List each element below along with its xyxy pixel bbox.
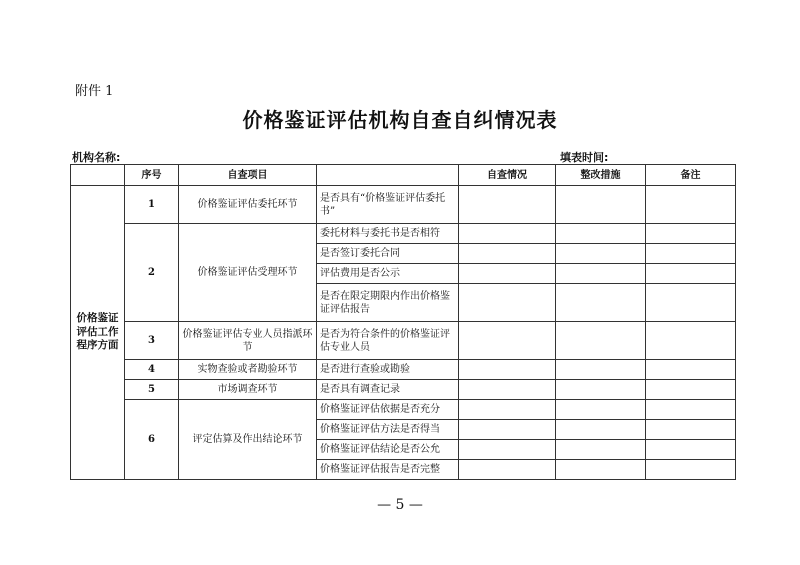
content-cell: 是否在限定期限内作出价格鉴证评估报告 (317, 284, 459, 322)
remarks-cell[interactable] (646, 186, 736, 224)
org-name-label: 机构名称: (72, 151, 121, 164)
status-cell[interactable] (459, 224, 556, 244)
remarks-cell[interactable] (646, 460, 736, 480)
header-rectification: 整改措施 (556, 165, 646, 186)
item-cell: 价格鉴证评估委托环节 (179, 186, 317, 224)
fill-time-label: 填表时间: (560, 151, 609, 164)
rectification-cell[interactable] (556, 380, 646, 400)
rectification-cell[interactable] (556, 420, 646, 440)
content-cell: 是否具有调查记录 (317, 380, 459, 400)
status-cell[interactable] (459, 264, 556, 284)
content-cell: 评估费用是否公示 (317, 264, 459, 284)
header-blank (71, 165, 125, 186)
rectification-cell[interactable] (556, 244, 646, 264)
remarks-cell[interactable] (646, 380, 736, 400)
status-cell[interactable] (459, 380, 556, 400)
remarks-cell[interactable] (646, 420, 736, 440)
content-cell: 是否具有“价格鉴证评估委托书” (317, 186, 459, 224)
seq-cell: 4 (125, 360, 179, 380)
page-title: 价格鉴证评估机构自查自纠情况表 (242, 108, 558, 132)
remarks-cell[interactable] (646, 360, 736, 380)
remarks-cell[interactable] (646, 224, 736, 244)
remarks-cell[interactable] (646, 400, 736, 420)
item-cell: 价格鉴证评估专业人员指派环节 (179, 322, 317, 360)
table-row (71, 380, 736, 400)
page-number: — 5 — (377, 497, 423, 513)
content-cell: 委托材料与委托书是否相符 (317, 224, 459, 244)
rectification-cell[interactable] (556, 322, 646, 360)
status-cell[interactable] (459, 440, 556, 460)
content-cell: 是否进行查验或勘验 (317, 360, 459, 380)
status-cell[interactable] (459, 360, 556, 380)
table-row (71, 186, 736, 224)
rectification-cell[interactable] (556, 264, 646, 284)
item-cell: 评定估算及作出结论环节 (179, 400, 317, 480)
status-cell[interactable] (459, 460, 556, 480)
table-row (71, 322, 736, 360)
remarks-cell[interactable] (646, 244, 736, 264)
content-cell: 价格鉴证评估方法是否得当 (317, 420, 459, 440)
content-cell: 是否为符合条件的价格鉴证评估专业人员 (317, 322, 459, 360)
item-cell: 实物查验或者勘验环节 (179, 360, 317, 380)
seq-cell: 2 (125, 224, 179, 322)
rectification-cell[interactable] (556, 400, 646, 420)
header-status: 自查情况 (459, 165, 556, 186)
header-remarks: 备注 (646, 165, 736, 186)
header-item: 自查项目 (179, 165, 317, 186)
header-seq: 序号 (125, 165, 179, 186)
seq-cell: 6 (125, 400, 179, 480)
remarks-cell[interactable] (646, 284, 736, 322)
status-cell[interactable] (459, 322, 556, 360)
content-cell: 是否签订委托合同 (317, 244, 459, 264)
side-category-label: 价格鉴证评估工作程序方面 (71, 186, 125, 480)
table-row (71, 360, 736, 380)
status-cell[interactable] (459, 420, 556, 440)
table-header-row (71, 165, 736, 186)
rectification-cell[interactable] (556, 440, 646, 460)
content-cell: 价格鉴证评估依据是否充分 (317, 400, 459, 420)
seq-cell: 3 (125, 322, 179, 360)
rectification-cell[interactable] (556, 284, 646, 322)
status-cell[interactable] (459, 284, 556, 322)
remarks-cell[interactable] (646, 322, 736, 360)
table-row (71, 400, 736, 420)
status-cell[interactable] (459, 186, 556, 224)
header-content-blank (317, 165, 459, 186)
item-cell: 市场调查环节 (179, 380, 317, 400)
remarks-cell[interactable] (646, 264, 736, 284)
remarks-cell[interactable] (646, 440, 736, 460)
attachment-label: 附件 1 (75, 84, 114, 99)
rectification-cell[interactable] (556, 186, 646, 224)
status-cell[interactable] (459, 244, 556, 264)
seq-cell: 1 (125, 186, 179, 224)
seq-cell: 5 (125, 380, 179, 400)
self-check-table (70, 164, 736, 480)
rectification-cell[interactable] (556, 360, 646, 380)
content-cell: 价格鉴证评估报告是否完整 (317, 460, 459, 480)
status-cell[interactable] (459, 400, 556, 420)
rectification-cell[interactable] (556, 224, 646, 244)
rectification-cell[interactable] (556, 460, 646, 480)
content-cell: 价格鉴证评估结论是否公允 (317, 440, 459, 460)
item-cell: 价格鉴证评估受理环节 (179, 224, 317, 322)
table-row (71, 224, 736, 244)
